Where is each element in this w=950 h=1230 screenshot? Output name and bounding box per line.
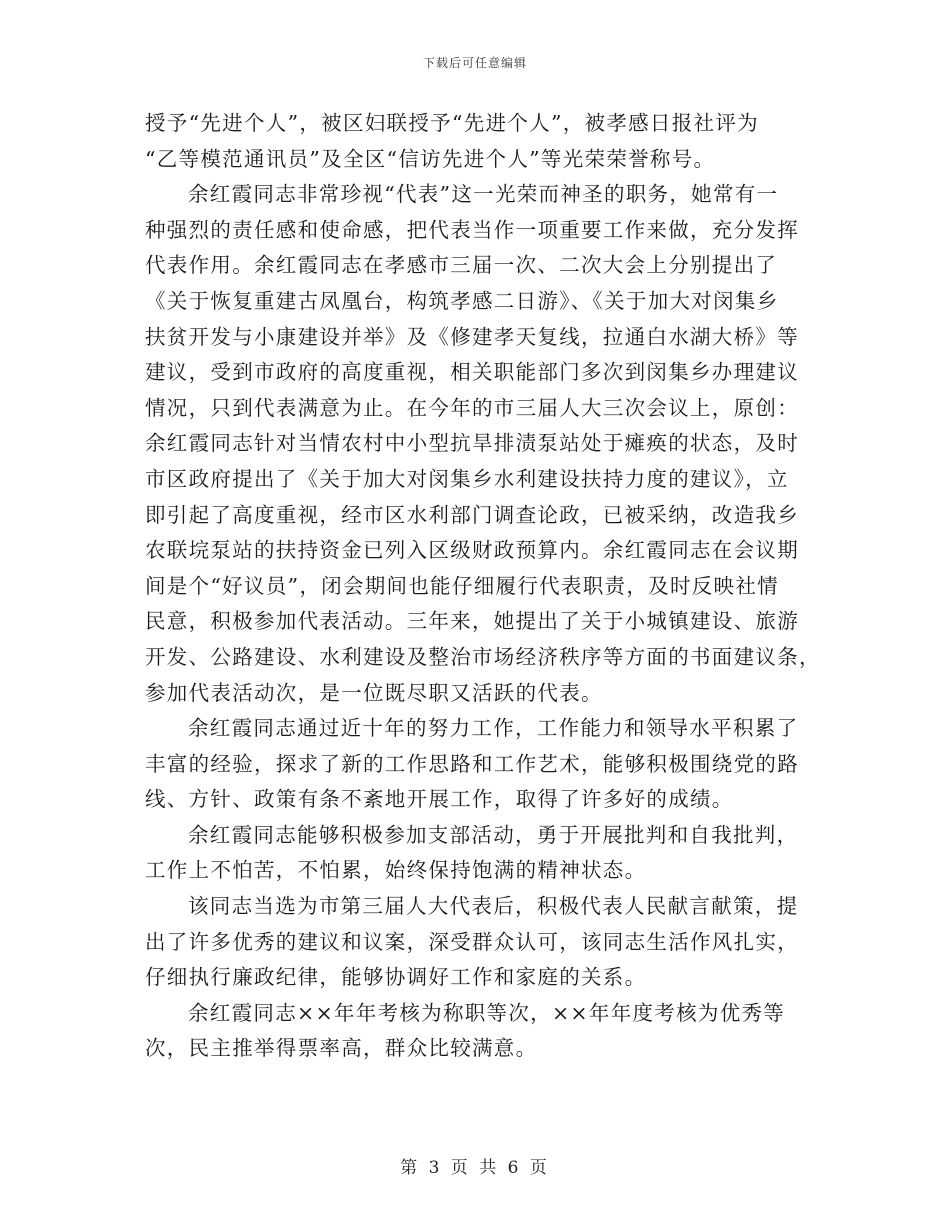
text-line: 即引起了高度重视，经市区水利部门调查论政，已被采纳，改造我乡 [145, 502, 799, 527]
text-line: 次，民主推举得票率高，群众比较满意。 [145, 1036, 538, 1061]
text-line: 出了许多优秀的建议和议案，深受群众认可，该同志生活作风扎实， [145, 929, 799, 954]
text-line: “乙等模范通讯员”及全区“信访先进个人”等光荣荣誉称号。 [145, 146, 716, 171]
text-line: 丰富的经验，探求了新的工作思路和工作艺术，能够积极围绕党的路 [145, 751, 799, 776]
paragraph-start: 余红霞同志能够积极参加支部活动，勇于开展批判和自我批判， [188, 822, 799, 847]
text-line: 开发、公路建设、水利建设及整治市场经济秩序等方面的书面建议条， [145, 644, 821, 669]
text-line: 仔细执行廉政纪律，能够协调好工作和家庭的关系。 [145, 965, 647, 990]
text-line: 代表作用。余红霞同志在孝感市三届一次、二次大会上分别提出了 [145, 253, 778, 278]
text-line: 种强烈的责任感和使命感，把代表当作一项重要工作来做，充分发挥 [145, 217, 799, 242]
text-line: 农联垸泵站的扶持资金已列入区级财政预算内。余红霞同志在会议期 [145, 538, 799, 563]
text-line: 扶贫开发与小康建设并举》及《修建孝天复线，拉通白水湖大桥》等 [145, 324, 799, 349]
text-line: 民意，积极参加代表活动。三年来，她提出了关于小城镇建设、旅游 [145, 609, 799, 634]
page-footer: 第 3 页 共 6 页 [400, 1158, 550, 1178]
paragraph-start: 余红霞同志××年年考核为称职等次，××年年度考核为优秀等 [188, 1000, 786, 1025]
paragraph-start: 余红霞同志非常珍视“代表”这一光荣而神圣的职务，她常有一 [188, 182, 779, 207]
document-body [145, 106, 821, 1067]
text-line: 授予“先进个人”，被区妇联授予“先进个人”，被孝感日报社评为 [145, 111, 759, 135]
text-line: 《关于恢复重建古凤凰台，构筑孝感二日游》、《关于加大对闵集乡 [145, 288, 779, 313]
text-line: 工作上不怕苦，不怕累，始终保持饱满的精神状态。 [145, 858, 647, 883]
text-line: 参加代表活动次，是一位既尽职又活跃的代表。 [145, 680, 603, 705]
paragraph-start: 该同志当选为市第三届人大代表后，积极代表人民献言献策，提 [188, 894, 799, 919]
text-line: 余红霞同志针对当情农村中小型抗旱排渍泵站处于瘫痪的状态，及时 [145, 431, 799, 456]
text-line: 线、方针、政策有条不紊地开展工作，取得了许多好的成绩。 [145, 787, 734, 812]
paragraph-start: 余红霞同志通过近十年的努力工作，工作能力和领导水平积累了 [188, 716, 799, 741]
page-header: 下载后可任意编辑 [422, 56, 527, 70]
text-line: 市区政府提出了《关于加大对闵集乡水利建设扶持力度的建议》，立 [145, 466, 789, 491]
text-line: 间是个“好议员”，闭会期间也能仔细履行代表职责，及时反映社情 [145, 573, 779, 598]
text-line: 建议，受到市政府的高度重视，相关职能部门多次到闵集乡办理建议 [145, 360, 799, 385]
text-line: 情况，只到代表满意为止。在今年的市三届人大三次会议上，原创： [145, 395, 799, 420]
